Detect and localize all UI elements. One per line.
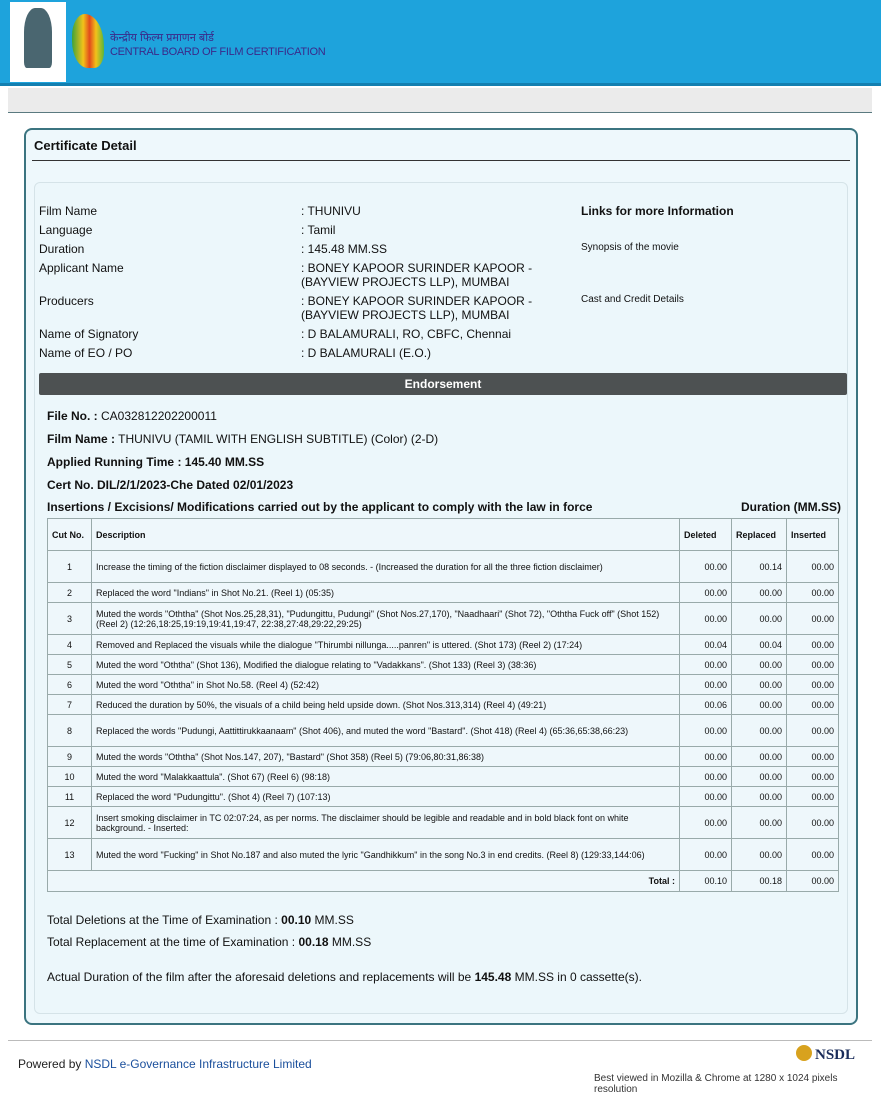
total-deleted: 00.10	[680, 871, 732, 892]
site-header	[0, 0, 881, 86]
deletions-unit: MM.SS	[314, 913, 354, 927]
cell-inserted: 00.00	[787, 655, 839, 675]
cell-replaced: 00.14	[732, 551, 787, 583]
modifications-heading: Insertions / Excisions/ Modifications carried out by the applicant to comply with the law in force	[47, 500, 593, 514]
cell-description: Muted the words "Oththa" (Shot Nos.147, 207), "Bastard" (Shot 358) (Reel 5) (79:06,80:31,86:38)	[92, 747, 680, 767]
cell-description: Muted the word "Malakkaattula". (Shot 67) (Reel 6) (98:18)	[92, 767, 680, 787]
cell-inserted: 00.00	[787, 603, 839, 635]
cell-replaced: 00.00	[732, 603, 787, 635]
cell-description: Muted the word "Oththa" in Shot No.58. (Reel 4) (52:42)	[92, 675, 680, 695]
cell-deleted: 00.00	[680, 747, 732, 767]
cell-cut-no: 9	[48, 747, 92, 767]
cell-description: Replaced the word "Pudungittu". (Shot 4) (Reel 7) (107:13)	[92, 787, 680, 807]
cell-deleted: 00.00	[680, 807, 732, 839]
cell-replaced: 00.00	[732, 583, 787, 603]
nsdl-logo	[796, 1045, 855, 1064]
col-cut-no: Cut No.	[48, 519, 92, 551]
cell-description: Muted the word "Fucking" in Shot No.187 and also muted the lyric "Gandhikkum" in the song No.3 in end credits. (Reel 8) (129:33,144:06)	[92, 839, 680, 871]
cell-replaced: 00.00	[732, 747, 787, 767]
duration-heading: Duration (MM.SS)	[741, 500, 841, 514]
endorsement-bar: Endorsement	[39, 373, 847, 395]
cell-inserted: 00.00	[787, 807, 839, 839]
table-row	[48, 715, 839, 747]
file-label: File No. :	[47, 409, 98, 423]
cuts-table	[47, 518, 839, 892]
value-eo-po: : D BALAMURALI (E.O.)	[301, 346, 432, 360]
nsdl-link[interactable]: NSDL e-Governance Infrastructure Limited	[84, 1057, 312, 1071]
cbfc-logo-icon	[72, 14, 104, 68]
total-label: Total :	[48, 871, 680, 892]
panel-title: Certificate Detail	[34, 138, 137, 153]
cell-inserted: 00.00	[787, 767, 839, 787]
cell-deleted: 00.06	[680, 695, 732, 715]
col-description: Description	[92, 519, 680, 551]
cell-replaced: 00.00	[732, 767, 787, 787]
file-value: CA032812202200011	[101, 409, 217, 423]
cell-deleted: 00.00	[680, 839, 732, 871]
cell-replaced: 00.00	[732, 787, 787, 807]
actual-pre: Actual Duration of the film after the aforesaid deletions and replacements will be	[47, 970, 472, 984]
cell-description: Muted the words "Oththa" (Shot Nos.25,28,31), "Pudungittu, Pudungi" (Shot Nos.27,170), "Naadhaari" (Shot 72), "Oththa Fuck off" (Shot 152) (Reel 2) (12:26,18:25,19:19,19:41,19:47, 22:38,27:48,29:22,29:25)	[92, 603, 680, 635]
cell-deleted: 00.00	[680, 603, 732, 635]
cell-description: Muted the word "Oththa" (Shot 136), Modified the dialogue relating to "Vadakkans". (Shot 133) (Reel 3) (38:36)	[92, 655, 680, 675]
cell-cut-no: 13	[48, 839, 92, 871]
cell-cut-no: 12	[48, 807, 92, 839]
cell-replaced: 00.00	[732, 695, 787, 715]
cell-deleted: 00.04	[680, 635, 732, 655]
value-applicant: : BONEY KAPOOR SURINDER KAPOOR - (BAYVIEW PROJECTS LLP), MUMBAI	[301, 261, 533, 289]
value-language: : Tamil	[301, 223, 336, 237]
org-name-hindi: केन्द्रीय फिल्म प्रमाणन बोर्ड	[110, 32, 214, 44]
col-deleted: Deleted	[680, 519, 732, 551]
total-deletions	[47, 913, 354, 927]
cell-cut-no: 6	[48, 675, 92, 695]
cell-description: Removed and Replaced the visuals while the dialogue "Thirumbi nillunga.....panren" is uttered. (Shot 173) (Reel 2) (17:24)	[92, 635, 680, 655]
org-name-english: CENTRAL BOARD OF FILM CERTIFICATION	[110, 46, 326, 58]
browser-note: Best viewed in Mozilla & Chrome at 1280 x 1024 pixels resolution	[594, 1073, 838, 1095]
powered-by	[18, 1057, 312, 1071]
table-row	[48, 787, 839, 807]
cell-cut-no: 1	[48, 551, 92, 583]
cell-cut-no: 7	[48, 695, 92, 715]
cell-cut-no: 10	[48, 767, 92, 787]
powered-label: Powered by	[18, 1057, 85, 1071]
cell-deleted: 00.00	[680, 715, 732, 747]
total-row	[48, 871, 839, 892]
certificate-panel	[24, 128, 858, 1025]
cell-inserted: 00.00	[787, 551, 839, 583]
cast-credit-link[interactable]: Cast and Credit Details	[581, 294, 684, 305]
total-replacement	[47, 935, 371, 949]
label-producers: Producers	[39, 294, 94, 308]
cell-description: Increase the timing of the fiction disclaimer displayed to 08 seconds. - (Increased the duration for all the three fiction disclaimer)	[92, 551, 680, 583]
label-applicant: Applicant Name	[39, 261, 124, 275]
deletions-value: 00.10	[281, 913, 312, 927]
total-inserted: 00.00	[787, 871, 839, 892]
label-signatory: Name of Signatory	[39, 327, 139, 341]
synopsis-link[interactable]: Synopsis of the movie	[581, 242, 679, 253]
table-row	[48, 767, 839, 787]
divider	[32, 160, 850, 161]
cell-cut-no: 3	[48, 603, 92, 635]
cell-description: Replaced the words "Pudungi, Aattittirukkaanaam" (Shot 406), and muted the word "Bastard". (Shot 418) (Reel 4) (65:36,65:38,66:23)	[92, 715, 680, 747]
cell-deleted: 00.00	[680, 583, 732, 603]
actual-value: 145.48	[474, 970, 512, 984]
label-duration: Duration	[39, 242, 85, 256]
film-value: THUNIVU (TAMIL WITH ENGLISH SUBTITLE) (Color) (2-D)	[118, 432, 439, 446]
cell-cut-no: 11	[48, 787, 92, 807]
cell-replaced: 00.00	[732, 807, 787, 839]
cell-cut-no: 8	[48, 715, 92, 747]
actual-duration	[47, 970, 642, 984]
cell-deleted: 00.00	[680, 767, 732, 787]
film-label: Film Name :	[47, 432, 116, 446]
cell-inserted: 00.00	[787, 839, 839, 871]
nsdl-emblem-icon	[796, 1045, 812, 1061]
endorsed-film-name	[47, 432, 438, 446]
value-producers: : BONEY KAPOOR SURINDER KAPOOR - (BAYVIEW PROJECTS LLP), MUMBAI	[301, 294, 533, 322]
cell-replaced: 00.00	[732, 839, 787, 871]
cell-cut-no: 2	[48, 583, 92, 603]
running-time	[47, 455, 264, 469]
national-emblem-icon	[10, 2, 66, 82]
cell-inserted: 00.00	[787, 747, 839, 767]
cell-cut-no: 5	[48, 655, 92, 675]
nav-strip	[8, 88, 872, 113]
certificate-body	[34, 182, 848, 1014]
replacement-unit: MM.SS	[331, 935, 372, 949]
total-replaced: 00.18	[732, 871, 787, 892]
table-row	[48, 839, 839, 871]
deletions-label: Total Deletions at the Time of Examination :	[47, 913, 278, 927]
table-row	[48, 807, 839, 839]
cell-deleted: 00.00	[680, 675, 732, 695]
nsdl-logo-text: NSDL	[815, 1047, 856, 1063]
cell-description: Reduced the duration by 50%, the visuals of a child being held upside down. (Shot Nos.313,314) (Reel 4) (49:21)	[92, 695, 680, 715]
value-duration: : 145.48 MM.SS	[301, 242, 388, 256]
cell-replaced: 00.04	[732, 635, 787, 655]
table-row	[48, 695, 839, 715]
cell-cut-no: 4	[48, 635, 92, 655]
table-row	[48, 635, 839, 655]
actual-post: MM.SS in 0 cassette(s).	[514, 970, 642, 984]
cell-inserted: 00.00	[787, 787, 839, 807]
table-row	[48, 551, 839, 583]
table-row	[48, 747, 839, 767]
cell-deleted: 00.00	[680, 551, 732, 583]
footer-divider	[8, 1040, 872, 1041]
col-replaced: Replaced	[732, 519, 787, 551]
value-film-name: : THUNIVU	[301, 204, 361, 218]
running-label: Applied Running Time :	[47, 455, 182, 469]
label-eo-po: Name of EO / PO	[39, 346, 133, 360]
table-row	[48, 603, 839, 635]
cell-description: Insert smoking disclaimer in TC 02:07:24, as per norms. The disclaimer should be legible and readable and in bold black font on white background. - Inserted:	[92, 807, 680, 839]
cell-deleted: 00.00	[680, 787, 732, 807]
cell-deleted: 00.00	[680, 655, 732, 675]
cell-replaced: 00.00	[732, 675, 787, 695]
table-row	[48, 675, 839, 695]
running-value: 145.40 MM.SS	[184, 455, 265, 469]
cell-inserted: 00.00	[787, 635, 839, 655]
links-title: Links for more Information	[581, 204, 734, 218]
value-signatory: : D BALAMURALI, RO, CBFC, Chennai	[301, 327, 512, 341]
cell-inserted: 00.00	[787, 583, 839, 603]
replacement-value: 00.18	[298, 935, 329, 949]
cell-inserted: 00.00	[787, 695, 839, 715]
table-row	[48, 583, 839, 603]
col-inserted: Inserted	[787, 519, 839, 551]
label-film-name: Film Name	[39, 204, 98, 218]
cell-replaced: 00.00	[732, 715, 787, 747]
cell-replaced: 00.00	[732, 655, 787, 675]
cell-inserted: 00.00	[787, 715, 839, 747]
file-number	[47, 409, 217, 423]
cell-description: Replaced the word "Indians" in Shot No.21. (Reel 1) (05:35)	[92, 583, 680, 603]
table-row	[48, 655, 839, 675]
replacement-label: Total Replacement at the time of Examination :	[47, 935, 296, 949]
cell-inserted: 00.00	[787, 675, 839, 695]
cert-number: Cert No. DIL/2/1/2023-Che Dated 02/01/2023	[47, 478, 294, 492]
label-language: Language	[39, 223, 93, 237]
